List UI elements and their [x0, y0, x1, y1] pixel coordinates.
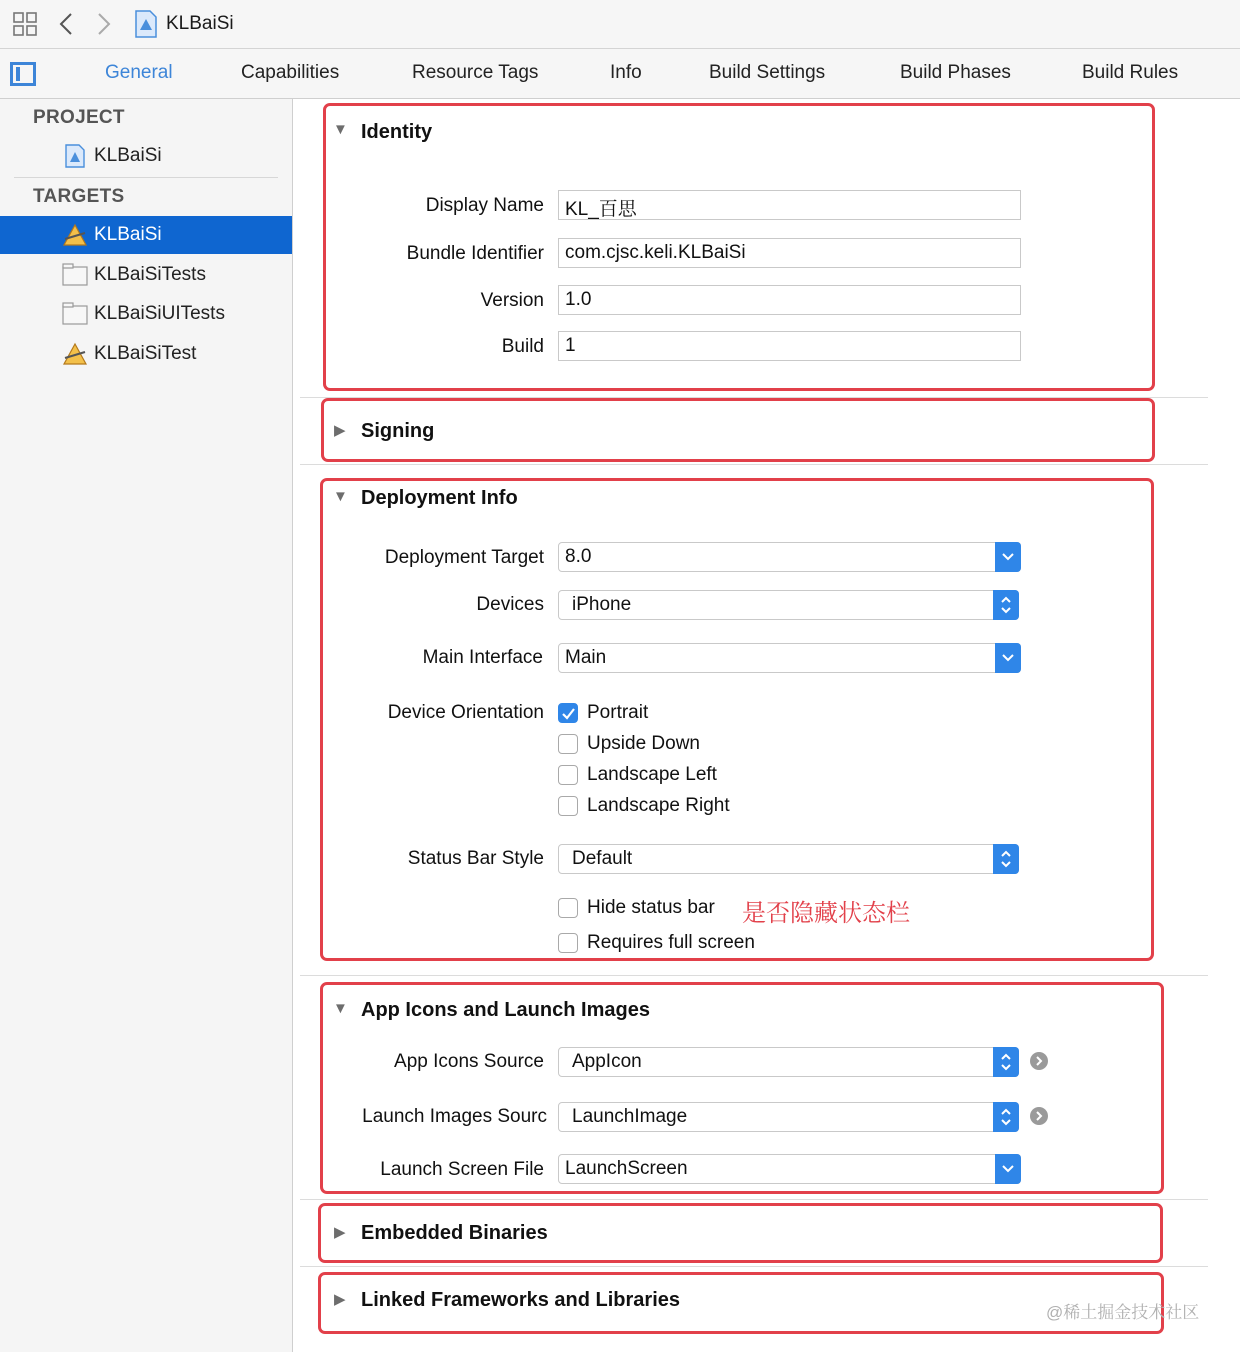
- app-icons-source-value: AppIcon: [572, 1051, 642, 1072]
- chevron-down-icon[interactable]: [995, 643, 1021, 673]
- devices-popup[interactable]: [558, 590, 1019, 620]
- sidebar-item-label: KLBaiSiUITests: [94, 303, 225, 324]
- divider: [300, 464, 1208, 465]
- launch-screen-file-combobox[interactable]: [558, 1154, 1021, 1184]
- watermark: @稀土掘金技术社区: [1046, 1303, 1200, 1322]
- sidebar-item-target-test[interactable]: [0, 335, 292, 373]
- grid-icon[interactable]: [13, 12, 37, 36]
- sidebar-item-project[interactable]: [0, 137, 292, 175]
- launch-screen-file-label: Launch Screen File: [380, 1159, 544, 1180]
- app-icons-source-popup[interactable]: [558, 1047, 1019, 1077]
- folder-icon: [62, 263, 88, 287]
- tab-general[interactable]: General: [105, 62, 173, 83]
- hide-status-bar-label: Hide status bar: [587, 897, 715, 918]
- launch-images-source-label: Launch Images Sourc: [362, 1106, 547, 1127]
- deployment-header: Deployment Info: [361, 487, 518, 509]
- divider: [300, 1266, 1208, 1267]
- display-name-label: Display Name: [425, 195, 544, 216]
- forward-chevron-icon[interactable]: [96, 12, 112, 36]
- landscape-left-checkbox[interactable]: [558, 765, 578, 785]
- deployment-target-combobox[interactable]: [558, 542, 1021, 572]
- disclosure-open-icon[interactable]: ▼: [333, 121, 348, 138]
- project-file-icon: [134, 10, 158, 38]
- launch-images-source-value: LaunchImage: [572, 1106, 688, 1127]
- upside-down-label: Upside Down: [587, 733, 700, 754]
- disclosure-closed-icon[interactable]: ▶: [334, 1291, 346, 1308]
- divider: [14, 177, 278, 178]
- top-toolbar: [0, 0, 1240, 49]
- sidebar-item-label: KLBaiSi: [94, 145, 162, 166]
- targets-section-header: TARGETS: [33, 186, 125, 207]
- go-to-arrow-icon[interactable]: [1030, 1107, 1048, 1125]
- main-interface-combobox[interactable]: [558, 643, 1021, 673]
- app-icons-source-label: App Icons Source: [394, 1051, 544, 1072]
- updown-arrows-icon[interactable]: [993, 590, 1019, 620]
- disclosure-open-icon[interactable]: ▼: [333, 488, 348, 505]
- identity-header: Identity: [361, 121, 433, 143]
- tab-info[interactable]: Info: [610, 62, 642, 83]
- portrait-checkbox[interactable]: [558, 703, 578, 723]
- divider: [300, 1199, 1208, 1200]
- divider: [300, 975, 1208, 976]
- app-target-icon: [62, 223, 88, 247]
- tab-build-rules[interactable]: Build Rules: [1082, 62, 1179, 83]
- portrait-label: Portrait: [587, 702, 649, 723]
- disclosure-closed-icon[interactable]: ▶: [334, 1224, 346, 1241]
- tab-resource-tags[interactable]: Resource Tags: [412, 62, 539, 83]
- back-chevron-icon[interactable]: [58, 12, 74, 36]
- hide-status-bar-checkbox[interactable]: [558, 898, 578, 918]
- display-name-field[interactable]: KL_百思: [558, 190, 1021, 220]
- chevron-down-icon[interactable]: [995, 542, 1021, 572]
- main-interface-value: Main: [565, 647, 607, 668]
- updown-arrows-icon[interactable]: [993, 844, 1019, 874]
- landscape-right-checkbox[interactable]: [558, 796, 578, 816]
- signing-header: Signing: [361, 420, 435, 442]
- status-bar-style-popup[interactable]: [558, 844, 1019, 874]
- devices-label: Devices: [476, 594, 544, 615]
- sidebar-toggle-icon[interactable]: [10, 62, 36, 86]
- version-field[interactable]: 1.0: [558, 285, 1021, 315]
- signing-highlight: [321, 398, 1155, 462]
- app-icons-header: App Icons and Launch Images: [361, 999, 650, 1021]
- folder-icon: [62, 302, 88, 326]
- status-bar-style-value: Default: [572, 848, 633, 869]
- sidebar-item-label: KLBaiSi: [94, 224, 162, 245]
- deployment-target-label: Deployment Target: [384, 547, 544, 568]
- devices-value: iPhone: [572, 594, 632, 615]
- status-bar-style-label: Status Bar Style: [407, 848, 544, 869]
- launch-images-source-popup[interactable]: [558, 1102, 1019, 1132]
- upside-down-checkbox[interactable]: [558, 734, 578, 754]
- device-orientation-label: Device Orientation: [387, 702, 544, 723]
- app-target-icon: [62, 342, 88, 366]
- landscape-right-label: Landscape Right: [587, 795, 730, 816]
- bundle-id-label: Bundle Identifier: [406, 243, 544, 264]
- project-file-icon: [62, 144, 88, 168]
- embedded-binaries-header: Embedded Binaries: [361, 1222, 548, 1244]
- disclosure-open-icon[interactable]: ▼: [333, 1000, 348, 1017]
- deployment-target-value: 8.0: [565, 546, 592, 567]
- launch-screen-file-value: LaunchScreen: [565, 1158, 688, 1179]
- linked-frameworks-header: Linked Frameworks and Libraries: [361, 1289, 680, 1311]
- version-label: Version: [480, 290, 544, 311]
- requires-full-screen-checkbox[interactable]: [558, 933, 578, 953]
- breadcrumb-project[interactable]: KLBaiSi: [166, 13, 234, 34]
- tab-build-phases[interactable]: Build Phases: [900, 62, 1011, 83]
- annotation-note: 是否隐藏状态栏: [742, 900, 910, 927]
- updown-arrows-icon[interactable]: [993, 1047, 1019, 1077]
- sidebar-item-label: KLBaiSiTests: [94, 264, 206, 285]
- chevron-down-icon[interactable]: [995, 1154, 1021, 1184]
- main-interface-label: Main Interface: [422, 647, 543, 668]
- requires-full-screen-label: Requires full screen: [587, 932, 755, 953]
- tab-build-settings[interactable]: Build Settings: [709, 62, 826, 83]
- sidebar-item-target-klbaisi[interactable]: [0, 216, 292, 254]
- bundle-id-field[interactable]: com.cjsc.keli.KLBaiSi: [558, 238, 1021, 268]
- go-to-arrow-icon[interactable]: [1030, 1052, 1048, 1070]
- sidebar-item-target-tests[interactable]: [0, 256, 292, 294]
- build-field[interactable]: 1: [558, 331, 1021, 361]
- disclosure-closed-icon[interactable]: ▶: [334, 422, 346, 439]
- sidebar-item-label: KLBaiSiTest: [94, 343, 197, 364]
- project-section-header: PROJECT: [33, 107, 125, 128]
- sidebar-item-target-uitests[interactable]: [0, 295, 292, 333]
- tab-capabilities[interactable]: Capabilities: [241, 62, 340, 83]
- updown-arrows-icon[interactable]: [993, 1102, 1019, 1132]
- build-label: Build: [501, 336, 544, 357]
- landscape-left-label: Landscape Left: [587, 764, 717, 785]
